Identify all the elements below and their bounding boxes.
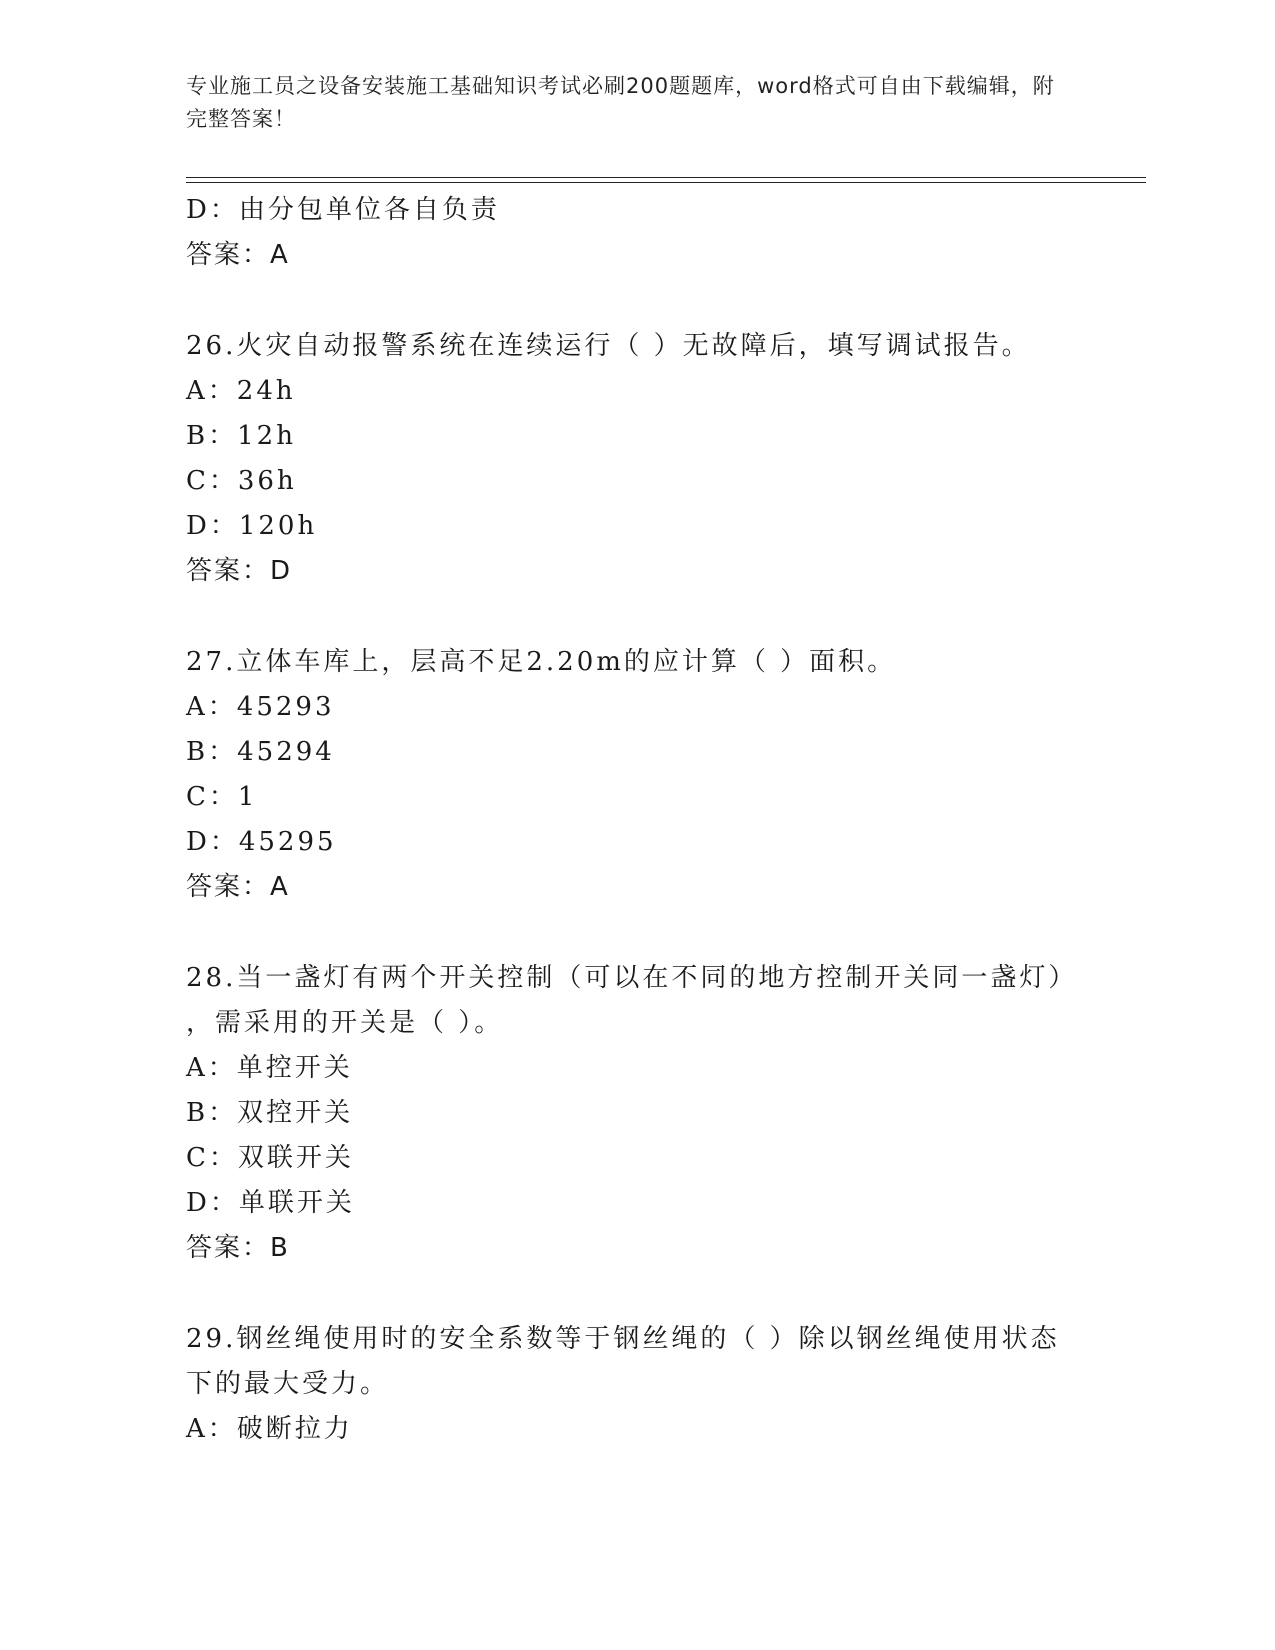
answer-line: 答案：A [186, 240, 290, 270]
question-text: 27.立体车库上，层高不足2.20m的应计算（ ）面积。 [186, 647, 897, 677]
option-b: B：12h [186, 421, 296, 451]
option-b: B：双控开关 [186, 1098, 354, 1128]
option-a: A：破断拉力 [186, 1414, 353, 1444]
option-b: B：45294 [186, 737, 335, 767]
header-rule-bottom [186, 182, 1146, 183]
document-body [186, 188, 1086, 1452]
question-text: 26.火灾自动报警系统在连续运行（ ）无故障后，填写调试报告。 [186, 331, 1031, 361]
question-29 [186, 1317, 1086, 1452]
option-a: A：单控开关 [186, 1053, 353, 1083]
option-c: C：1 [186, 782, 258, 812]
option-a: A：24h [186, 376, 296, 406]
document-header [186, 70, 1066, 136]
question-text-line-2: ，需采用的开关是（ ）。 [186, 1008, 504, 1038]
answer-line: 答案：A [186, 872, 290, 902]
option-a: A：45293 [186, 692, 335, 722]
question-text-line-1: 28.当一盏灯有两个开关控制（可以在不同的地方控制开关同一盏灯） [186, 963, 1078, 993]
answer-line: 答案：D [186, 556, 293, 586]
header-title: 专业施工员之设备安装施工基础知识考试必刷200题题库，word格式可自由下载编辑，附完整答案！ [186, 74, 1055, 131]
option-c: C：36h [186, 466, 297, 496]
option-d: D：单联开关 [186, 1188, 355, 1218]
question-text-line-1: 29.钢丝绳使用时的安全系数等于钢丝绳的（ ）除以钢丝绳使用状态 [186, 1324, 1060, 1354]
question-26 [186, 324, 1086, 594]
option-d: D：45295 [186, 827, 337, 857]
question-27 [186, 640, 1086, 910]
question-text-line-2: 下的最大受力。 [186, 1369, 390, 1399]
answer-line: 答案：B [186, 1233, 290, 1263]
option-c: C：双联开关 [186, 1143, 354, 1173]
option-d: D：120h [186, 511, 318, 541]
header-rule-top [186, 177, 1146, 178]
option-d: D：由分包单位各自负责 [186, 195, 500, 225]
question-28 [186, 956, 1086, 1271]
